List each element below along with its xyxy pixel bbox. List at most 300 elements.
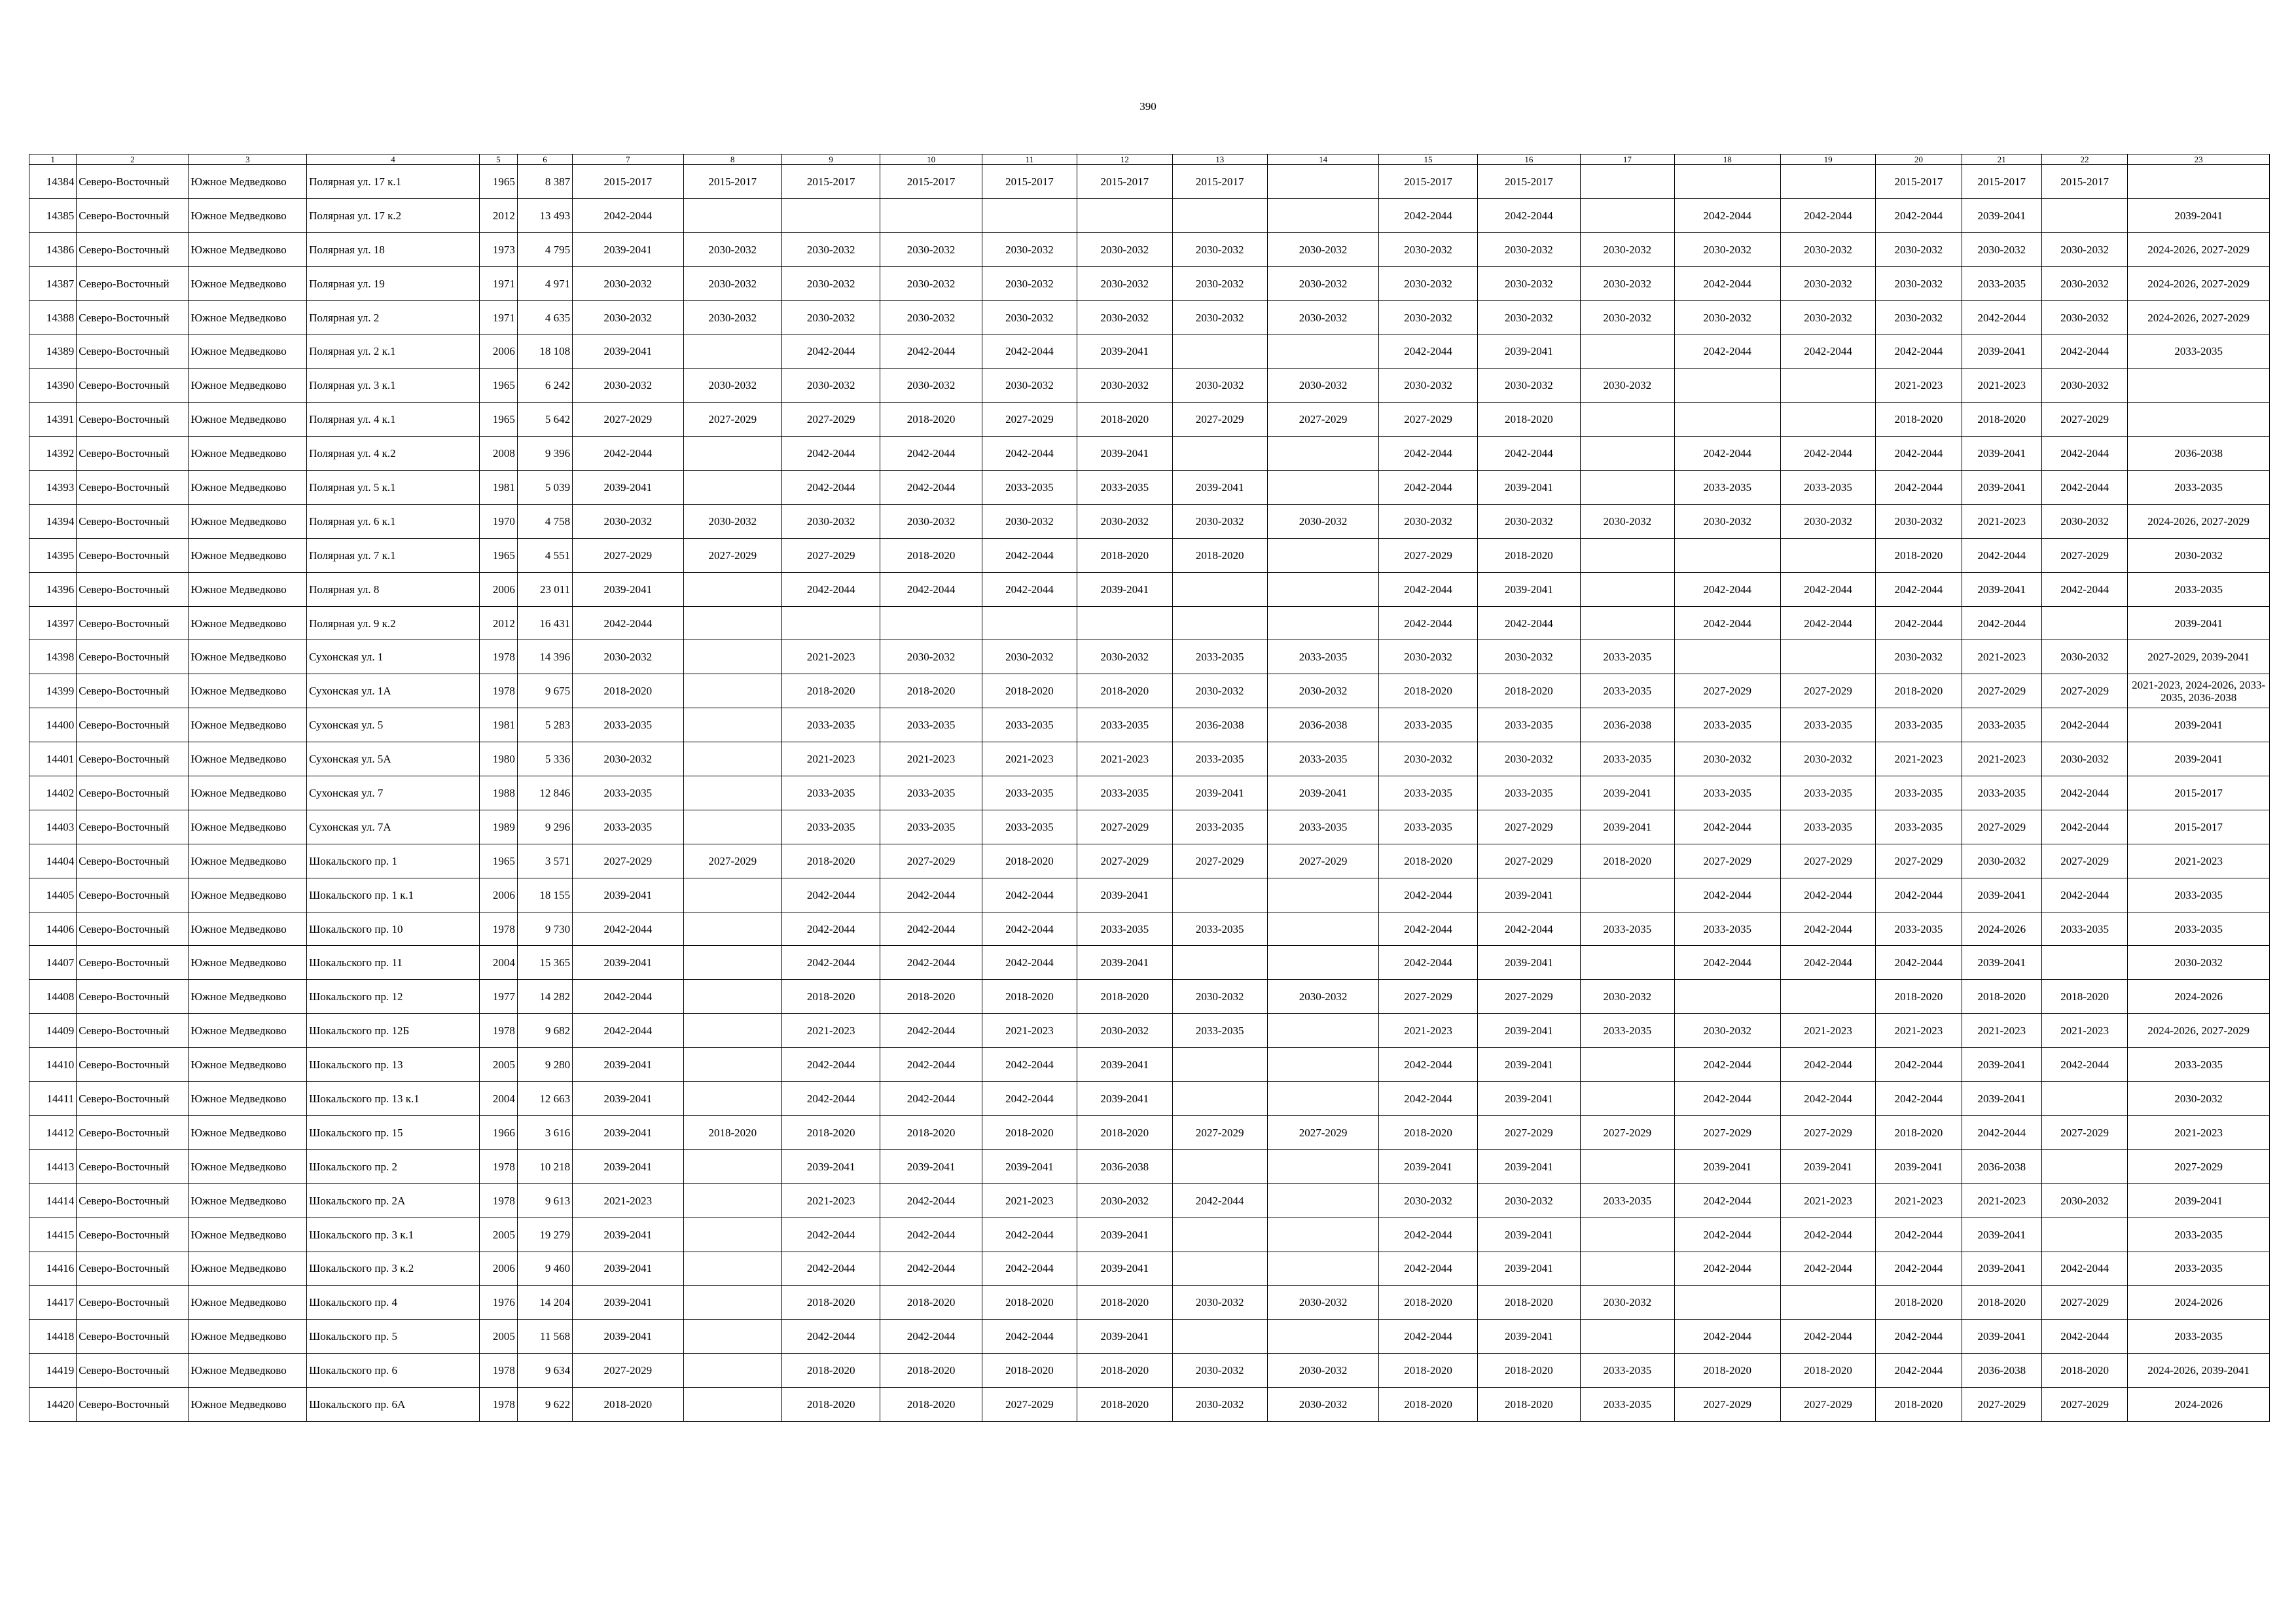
table-cell: 14416 xyxy=(29,1252,77,1286)
table-cell: 2018-2020 xyxy=(1379,1115,1477,1149)
table-cell xyxy=(1581,1082,1674,1116)
table-cell: 2033-2035 xyxy=(1077,776,1172,810)
table-cell: 2042-2044 xyxy=(1876,1048,1962,1082)
table-cell: 2039-2041 xyxy=(1962,1082,2041,1116)
table-cell xyxy=(683,1149,781,1183)
table-cell: 2027-2029 xyxy=(573,403,683,437)
table-cell: 2030-2032 xyxy=(1172,1354,1267,1388)
table-cell: 2018-2020 xyxy=(982,1115,1077,1149)
table-cell: 2027-2029 xyxy=(1477,980,1580,1014)
table-cell: 2027-2029 xyxy=(1477,844,1580,878)
table-cell: 2042-2044 xyxy=(573,912,683,946)
table-cell xyxy=(2041,1082,2127,1116)
table-cell: Северо-Восточный xyxy=(77,1014,188,1048)
table-cell: 2042-2044 xyxy=(1876,1354,1962,1388)
table-cell: 2039-2041 xyxy=(1477,1149,1580,1183)
table-cell xyxy=(2041,198,2127,232)
table-cell xyxy=(683,1014,781,1048)
table-cell xyxy=(1780,369,1875,403)
table-cell: 14399 xyxy=(29,674,77,708)
table-cell: 2018-2020 xyxy=(1477,538,1580,572)
table-row xyxy=(29,1183,2270,1218)
table-cell: 2030-2032 xyxy=(1581,1286,1674,1320)
table-cell: 14387 xyxy=(29,266,77,300)
table-cell: 2018-2020 xyxy=(683,1115,781,1149)
table-cell: 14391 xyxy=(29,403,77,437)
table-cell: 2030-2032 xyxy=(1267,1354,1378,1388)
table-cell: Шокальского пр. 5 xyxy=(307,1320,480,1354)
table-cell: 2021-2023 xyxy=(982,1183,1077,1218)
table-cell: 2042-2044 xyxy=(982,1082,1077,1116)
table-cell: 9 396 xyxy=(517,437,572,471)
table-cell: 2042-2044 xyxy=(982,912,1077,946)
table-cell: 2039-2041 xyxy=(573,1218,683,1252)
table-cell: 2030-2032 xyxy=(2041,742,2127,776)
table-cell: 2039-2041 xyxy=(2128,742,2270,776)
column-number: 21 xyxy=(1962,154,2041,165)
table-cell: 2027-2029 xyxy=(1780,1115,1875,1149)
table-cell: 2033-2035 xyxy=(982,810,1077,844)
table-cell: 2042-2044 xyxy=(982,878,1077,912)
table-cell xyxy=(1267,538,1378,572)
table-cell: 2042-2044 xyxy=(1674,606,1780,640)
table-row xyxy=(29,878,2270,912)
table-cell: 2030-2032 xyxy=(880,300,982,334)
table-cell: 2042-2044 xyxy=(1780,1320,1875,1354)
table-cell: 2005 xyxy=(479,1048,517,1082)
table-cell: 2030-2032 xyxy=(1780,266,1875,300)
table-cell: 2033-2035 xyxy=(573,708,683,742)
table-cell xyxy=(1674,538,1780,572)
table-cell: 2024-2026, 2027-2029 xyxy=(2128,266,2270,300)
table-cell: 2030-2032 xyxy=(1077,369,1172,403)
table-cell: 2018-2020 xyxy=(1077,1388,1172,1422)
table-cell: 2039-2041 xyxy=(573,471,683,505)
table-cell: 2039-2041 xyxy=(573,1320,683,1354)
table-cell: 2030-2032 xyxy=(1172,674,1267,708)
table-cell: 2039-2041 xyxy=(1477,1252,1580,1286)
table-cell: 2021-2023 xyxy=(1962,742,2041,776)
table-cell: 2036-2038 xyxy=(1267,708,1378,742)
table-cell: 2039-2041 xyxy=(1077,1320,1172,1354)
table-cell: 2033-2035 xyxy=(1674,776,1780,810)
table-cell: 2030-2032 xyxy=(573,369,683,403)
table-cell: 2018-2020 xyxy=(1876,980,1962,1014)
table-cell: 2030-2032 xyxy=(683,369,781,403)
table-cell: 2030-2032 xyxy=(573,300,683,334)
table-cell: Северо-Восточный xyxy=(77,844,188,878)
table-cell: 2033-2035 xyxy=(2128,1218,2270,1252)
table-cell: 6 242 xyxy=(517,369,572,403)
table-cell: 2030-2032 xyxy=(1780,232,1875,266)
table-cell: 2042-2044 xyxy=(982,1252,1077,1286)
table-row xyxy=(29,538,2270,572)
table-cell: 3 571 xyxy=(517,844,572,878)
table-cell: 2039-2041 xyxy=(1876,1149,1962,1183)
table-cell: Южное Медведково xyxy=(188,640,306,674)
table-cell: Южное Медведково xyxy=(188,471,306,505)
table-cell: Южное Медведково xyxy=(188,165,306,199)
table-cell: 2030-2032 xyxy=(1267,232,1378,266)
table-cell: 2039-2041 xyxy=(1172,776,1267,810)
table-cell: Северо-Восточный xyxy=(77,232,188,266)
table-cell: 2030-2032 xyxy=(1581,266,1674,300)
table-cell xyxy=(1581,946,1674,980)
table-cell: 2027-2029 xyxy=(2041,538,2127,572)
table-row xyxy=(29,437,2270,471)
table-cell: 2018-2020 xyxy=(781,844,880,878)
table-cell: 2042-2044 xyxy=(880,1048,982,1082)
table-cell: 2036-2038 xyxy=(1962,1354,2041,1388)
table-cell: 1976 xyxy=(479,1286,517,1320)
table-cell: Полярная ул. 4 к.1 xyxy=(307,403,480,437)
table-cell: 2015-2017 xyxy=(982,165,1077,199)
table-cell: 2030-2032 xyxy=(1077,232,1172,266)
table-cell: 2015-2017 xyxy=(1077,165,1172,199)
table-cell: 2018-2020 xyxy=(1379,1286,1477,1320)
table-cell: 2042-2044 xyxy=(1780,912,1875,946)
table-cell: 2021-2023 xyxy=(982,742,1077,776)
table-cell: Южное Медведково xyxy=(188,300,306,334)
table-cell: 2027-2029 xyxy=(1477,810,1580,844)
table-cell: Северо-Восточный xyxy=(77,300,188,334)
table-row xyxy=(29,810,2270,844)
table-cell xyxy=(1674,1286,1780,1320)
table-cell: Южное Медведково xyxy=(188,1048,306,1082)
table-cell: 2027-2029 xyxy=(573,538,683,572)
table-cell: 2030-2032 xyxy=(1267,980,1378,1014)
table-cell: Шокальского пр. 6 xyxy=(307,1354,480,1388)
table-cell: 2042-2044 xyxy=(1780,572,1875,606)
table-cell: 2008 xyxy=(479,437,517,471)
table-cell: 2018-2020 xyxy=(1581,844,1674,878)
table-cell: 2039-2041 xyxy=(1477,1048,1580,1082)
table-cell: 2042-2044 xyxy=(1379,1218,1477,1252)
table-cell: 2030-2032 xyxy=(1780,742,1875,776)
table-cell xyxy=(1581,165,1674,199)
table-cell xyxy=(1581,334,1674,369)
table-cell: Северо-Восточный xyxy=(77,1082,188,1116)
table-cell: 2042-2044 xyxy=(1379,1320,1477,1354)
table-cell: 2018-2020 xyxy=(573,1388,683,1422)
table-cell: 14406 xyxy=(29,912,77,946)
table-cell: 2030-2032 xyxy=(1477,300,1580,334)
table-cell: 14389 xyxy=(29,334,77,369)
table-cell: 2018-2020 xyxy=(781,1286,880,1320)
column-number: 23 xyxy=(2128,154,2270,165)
table-cell: Шокальского пр. 6А xyxy=(307,1388,480,1422)
table-cell: 2018-2020 xyxy=(1876,538,1962,572)
table-cell: 2030-2032 xyxy=(1077,1183,1172,1218)
table-cell: 2042-2044 xyxy=(1674,572,1780,606)
table-cell: 2030-2032 xyxy=(1477,504,1580,538)
table-cell: Северо-Восточный xyxy=(77,538,188,572)
table-cell: 2015-2017 xyxy=(1172,165,1267,199)
table-cell: 2030-2032 xyxy=(880,232,982,266)
table-cell: 2033-2035 xyxy=(1172,810,1267,844)
table-cell: 2021-2023 xyxy=(982,1014,1077,1048)
table-row xyxy=(29,1388,2270,1422)
table-cell xyxy=(683,1388,781,1422)
table-cell: Южное Медведково xyxy=(188,844,306,878)
table-cell: 2039-2041 xyxy=(573,1048,683,1082)
table-cell: 2039-2041 xyxy=(1077,1218,1172,1252)
page-number: 390 xyxy=(1139,100,1157,113)
table-cell: 2042-2044 xyxy=(1379,471,1477,505)
table-cell: 2033-2035 xyxy=(2128,334,2270,369)
table-cell: 2039-2041 xyxy=(2128,198,2270,232)
table-cell: Южное Медведково xyxy=(188,1149,306,1183)
table-row xyxy=(29,1218,2270,1252)
table-cell: 2042-2044 xyxy=(781,946,880,980)
table-cell xyxy=(1267,165,1378,199)
table-cell: 3 616 xyxy=(517,1115,572,1149)
column-number-row xyxy=(29,154,2270,165)
table-cell: 2030-2032 xyxy=(982,232,1077,266)
table-row xyxy=(29,946,2270,980)
table-cell: 2042-2044 xyxy=(573,606,683,640)
table-cell: 14409 xyxy=(29,1014,77,1048)
table-cell: Северо-Восточный xyxy=(77,1218,188,1252)
table-cell: Северо-Восточный xyxy=(77,198,188,232)
table-cell: 2021-2023 xyxy=(1077,742,1172,776)
table-cell xyxy=(781,606,880,640)
table-cell: 14386 xyxy=(29,232,77,266)
table-cell: Шокальского пр. 15 xyxy=(307,1115,480,1149)
table-cell xyxy=(1172,946,1267,980)
table-cell: 2042-2044 xyxy=(1379,198,1477,232)
table-cell xyxy=(683,674,781,708)
table-cell: Южное Медведково xyxy=(188,742,306,776)
column-number: 15 xyxy=(1379,154,1477,165)
table-cell: 2039-2041 xyxy=(1379,1149,1477,1183)
table-cell: 2030-2032 xyxy=(781,266,880,300)
table-cell: 2033-2035 xyxy=(2128,1320,2270,1354)
table-cell: 2039-2041 xyxy=(1477,946,1580,980)
table-cell: 2030-2032 xyxy=(1267,369,1378,403)
table-cell: Северо-Восточный xyxy=(77,1286,188,1320)
table-cell: 1965 xyxy=(479,165,517,199)
table-cell: 2018-2020 xyxy=(1077,1115,1172,1149)
table-cell xyxy=(1172,334,1267,369)
table-cell: Южное Медведково xyxy=(188,810,306,844)
table-cell: Южное Медведково xyxy=(188,1218,306,1252)
table-cell: 2030-2032 xyxy=(1172,369,1267,403)
table-cell: 2030-2032 xyxy=(2041,1183,2127,1218)
column-number: 1 xyxy=(29,154,77,165)
table-cell: 14418 xyxy=(29,1320,77,1354)
table-cell: 1989 xyxy=(479,810,517,844)
table-cell: 2030-2032 xyxy=(1379,640,1477,674)
table-cell: Южное Медведково xyxy=(188,1320,306,1354)
table-cell: 2042-2044 xyxy=(1876,878,1962,912)
table-cell: Северо-Восточный xyxy=(77,369,188,403)
table-cell: 2033-2035 xyxy=(1581,1014,1674,1048)
table-cell: 2021-2023 xyxy=(1780,1183,1875,1218)
table-cell: 2030-2032 xyxy=(1172,266,1267,300)
schedule-table xyxy=(29,154,2270,1422)
table-cell: 2030-2032 xyxy=(2041,369,2127,403)
table-cell: 2042-2044 xyxy=(1379,1082,1477,1116)
table-cell: 2030-2032 xyxy=(1379,1183,1477,1218)
table-cell: 2018-2020 xyxy=(2041,1354,2127,1388)
table-cell: 2030-2032 xyxy=(982,640,1077,674)
table-row xyxy=(29,232,2270,266)
table-cell: 2030-2032 xyxy=(1477,232,1580,266)
table-cell xyxy=(1267,334,1378,369)
table-cell: 2027-2029 xyxy=(1267,403,1378,437)
table-cell: 2042-2044 xyxy=(1876,471,1962,505)
table-cell: 14408 xyxy=(29,980,77,1014)
table-cell: 2042-2044 xyxy=(1780,1082,1875,1116)
table-cell: 2042-2044 xyxy=(1876,606,1962,640)
table-row xyxy=(29,912,2270,946)
table-cell: 2042-2044 xyxy=(1172,1183,1267,1218)
table-cell: 2027-2029 xyxy=(1077,810,1172,844)
table-cell: 2021-2023 xyxy=(1962,504,2041,538)
table-cell: 2033-2035 xyxy=(1876,776,1962,810)
table-cell: 2027-2029 xyxy=(1674,844,1780,878)
table-cell: 2030-2032 xyxy=(683,266,781,300)
table-cell xyxy=(683,1183,781,1218)
table-cell: 2042-2044 xyxy=(1876,334,1962,369)
table-cell: 2039-2041 xyxy=(1962,1320,2041,1354)
column-number: 7 xyxy=(573,154,683,165)
table-cell: 14396 xyxy=(29,572,77,606)
table-cell: 2042-2044 xyxy=(880,1218,982,1252)
table-cell xyxy=(1267,1082,1378,1116)
table-cell: Шокальского пр. 3 к.1 xyxy=(307,1218,480,1252)
table-row xyxy=(29,1320,2270,1354)
table-cell: Южное Медведково xyxy=(188,369,306,403)
table-cell: 2030-2032 xyxy=(1172,504,1267,538)
table-cell: 2021-2023 xyxy=(2041,1014,2127,1048)
table-cell: 14410 xyxy=(29,1048,77,1082)
table-cell: 15 365 xyxy=(517,946,572,980)
column-number: 3 xyxy=(188,154,306,165)
table-cell: Южное Медведково xyxy=(188,1183,306,1218)
table-row xyxy=(29,165,2270,199)
table-cell: 2039-2041 xyxy=(1581,810,1674,844)
table-cell: 2033-2035 xyxy=(781,810,880,844)
table-cell: 2030-2032 xyxy=(1780,300,1875,334)
table-cell: 2027-2029 xyxy=(2128,1149,2270,1183)
table-cell: 2027-2029 xyxy=(1962,810,2041,844)
table-cell xyxy=(683,471,781,505)
table-cell: 2033-2035 xyxy=(982,471,1077,505)
table-cell: 2036-2038 xyxy=(2128,437,2270,471)
table-row xyxy=(29,1115,2270,1149)
table-cell: 2042-2044 xyxy=(880,437,982,471)
table-cell: 2030-2032 xyxy=(1674,232,1780,266)
table-cell: 2042-2044 xyxy=(1379,437,1477,471)
table-cell: 2039-2041 xyxy=(573,334,683,369)
table-cell: 2042-2044 xyxy=(1477,912,1580,946)
table-cell: 2033-2035 xyxy=(1172,640,1267,674)
table-cell xyxy=(1674,403,1780,437)
table-cell: 2042-2044 xyxy=(1674,878,1780,912)
table-cell: 14395 xyxy=(29,538,77,572)
table-cell: 2042-2044 xyxy=(880,1320,982,1354)
table-cell: 2027-2029 xyxy=(1379,538,1477,572)
table-cell: Южное Медведково xyxy=(188,878,306,912)
table-cell: 2042-2044 xyxy=(1962,538,2041,572)
table-cell: Южное Медведково xyxy=(188,708,306,742)
table-cell: 9 460 xyxy=(517,1252,572,1286)
table-cell: 1966 xyxy=(479,1115,517,1149)
table-row xyxy=(29,1014,2270,1048)
table-cell xyxy=(683,1320,781,1354)
table-cell: 2018-2020 xyxy=(781,980,880,1014)
table-cell: 2018-2020 xyxy=(1077,403,1172,437)
table-cell: Южное Медведково xyxy=(188,538,306,572)
table-cell: 2042-2044 xyxy=(573,980,683,1014)
table-cell: Южное Медведково xyxy=(188,504,306,538)
table-cell: 2033-2035 xyxy=(1876,810,1962,844)
table-cell: 2018-2020 xyxy=(781,1354,880,1388)
table-cell: 2018-2020 xyxy=(982,1286,1077,1320)
table-row xyxy=(29,1252,2270,1286)
table-cell: 2015-2017 xyxy=(683,165,781,199)
table-cell: 2042-2044 xyxy=(1876,572,1962,606)
table-cell: 14397 xyxy=(29,606,77,640)
table-cell: Шокальского пр. 13 xyxy=(307,1048,480,1082)
table-cell: 14385 xyxy=(29,198,77,232)
table-cell: 2021-2023 xyxy=(1780,1014,1875,1048)
table-cell xyxy=(880,606,982,640)
table-cell: 2024-2026, 2027-2029 xyxy=(2128,232,2270,266)
table-cell xyxy=(2041,1218,2127,1252)
table-cell: 2033-2035 xyxy=(1581,640,1674,674)
table-cell: 2030-2032 xyxy=(1674,300,1780,334)
table-cell: 2036-2038 xyxy=(1962,1149,2041,1183)
table-cell: 2042-2044 xyxy=(2041,1320,2127,1354)
table-cell xyxy=(1581,878,1674,912)
table-cell: Полярная ул. 18 xyxy=(307,232,480,266)
table-cell: Южное Медведково xyxy=(188,1286,306,1320)
table-cell: 2033-2035 xyxy=(1876,912,1962,946)
table-cell: Полярная ул. 7 к.1 xyxy=(307,538,480,572)
table-cell: 2030-2032 xyxy=(1077,300,1172,334)
table-cell: 2042-2044 xyxy=(982,1218,1077,1252)
table-cell: 2036-2038 xyxy=(1581,708,1674,742)
table-cell: 2024-2026 xyxy=(2128,1286,2270,1320)
table-cell: 2021-2023 xyxy=(781,640,880,674)
table-cell: 2039-2041 xyxy=(1077,946,1172,980)
table-cell: 14402 xyxy=(29,776,77,810)
table-cell: 1977 xyxy=(479,980,517,1014)
table-cell: 2033-2035 xyxy=(1780,810,1875,844)
table-cell: 2030-2032 xyxy=(781,232,880,266)
table-cell: Полярная ул. 3 к.1 xyxy=(307,369,480,403)
table-cell xyxy=(1172,572,1267,606)
table-cell xyxy=(2041,606,2127,640)
table-cell: 2039-2041 xyxy=(1077,878,1172,912)
table-cell: 14392 xyxy=(29,437,77,471)
table-cell: 2042-2044 xyxy=(2041,471,2127,505)
table-cell: 2042-2044 xyxy=(1674,334,1780,369)
table-cell: Полярная ул. 2 xyxy=(307,300,480,334)
table-cell xyxy=(1077,606,1172,640)
table-cell: 14390 xyxy=(29,369,77,403)
table-cell xyxy=(1674,165,1780,199)
table-cell: 14388 xyxy=(29,300,77,334)
table-cell xyxy=(1267,572,1378,606)
table-cell: 2027-2029 xyxy=(1780,674,1875,708)
table-cell: 1988 xyxy=(479,776,517,810)
table-cell: 2039-2041 xyxy=(1477,1082,1580,1116)
table-cell: 2021-2023 xyxy=(1379,1014,1477,1048)
